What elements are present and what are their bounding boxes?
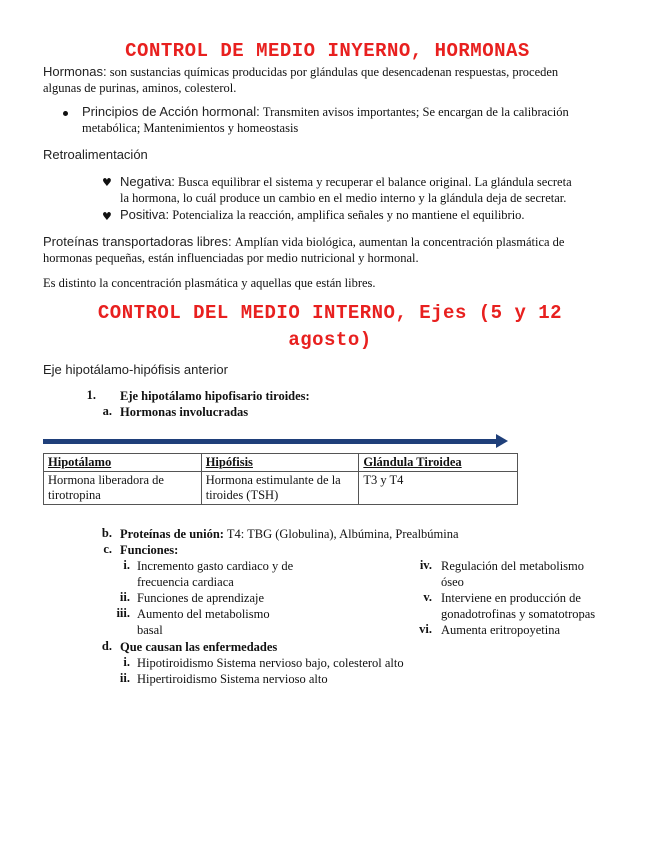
funcion-number: vi.: [419, 622, 432, 636]
proteinas-text-line1: Amplían vida biológica, aumentan la concentración plasmática de: [234, 235, 565, 249]
distinto-text: Es distinto la concentración plasmática y aquellas que están libres.: [43, 276, 376, 290]
proteinas-label: Proteínas transportadoras libres:: [43, 234, 232, 249]
enfermedad-item: Hipertiroidismo Sistema nervioso alto: [137, 672, 328, 686]
section-title-ejes-line2: agosto): [288, 329, 372, 351]
item-d-number: d.: [101, 639, 112, 653]
hormonas-text-line1: son sustancias químicas producidas por glándulas que desencadenan respuestas, proceden: [109, 65, 559, 79]
item-d-text: Que causan las enfermedades: [120, 640, 278, 654]
funcion-number: i.: [123, 558, 130, 572]
hormones-table: [43, 453, 518, 505]
positiva-text: Potencializa la reacción, amplifica señales y no mantiene el equilibrio.: [172, 208, 525, 222]
positiva-label: Positiva:: [120, 207, 170, 222]
hormonas-paragraph: [43, 64, 623, 96]
negativa-text-line2: la hormona, lo cuál produce un cambio en el medio interno y la glándula deja de secretar.: [120, 191, 567, 205]
item-a-number: a.: [102, 404, 112, 418]
funcion-number: ii.: [119, 590, 130, 604]
proteinas-paragraph: [43, 234, 623, 266]
funcion-item: [137, 558, 367, 590]
funcion-line: Incremento gasto cardiaco y de: [137, 559, 294, 573]
funcion-item: [441, 622, 641, 638]
item-b-number: b.: [101, 526, 112, 540]
enfermedad-number: i.: [123, 655, 130, 669]
table-cell: T3 y T4: [359, 472, 518, 505]
funcion-line: Interviene en producción de: [441, 591, 581, 605]
eje-heading: Eje hipotálamo-hipófisis anterior: [43, 362, 228, 377]
principios-text-line1: Transmiten avisos importantes; Se encargan de la calibración: [262, 105, 569, 119]
table-cell: Hormona estimulante de la tiroides (TSH): [201, 472, 359, 505]
funcion-number: iii.: [116, 606, 130, 620]
section-title-ejes-line1: CONTROL DEL MEDIO INTERNO, Ejes (5 y 12: [97, 302, 563, 324]
enfermedad-item: Hipotiroidismo Sistema nervioso bajo, colesterol alto: [137, 656, 404, 670]
hormonas-text-line2: algunas de purinas, aminos, colesterol.: [43, 81, 237, 95]
item-b-paragraph: [120, 526, 620, 542]
funcion-line: óseo: [441, 575, 464, 589]
principios-paragraph: [82, 104, 622, 136]
principios-text-line2: metabólica; Mantenimientos y homeostasis: [82, 121, 299, 135]
funcion-line: gonadotrofinas y somatotropas: [441, 607, 596, 621]
funcion-item: [441, 590, 641, 622]
item-c-number: c.: [103, 542, 112, 556]
heart-bullet-icon: ♥: [102, 176, 112, 189]
table-row: [44, 472, 518, 505]
funcion-line: Regulación del metabolismo: [441, 559, 585, 573]
item-b-label: Proteínas de unión:: [120, 527, 224, 541]
item-c-text: Funciones:: [120, 543, 179, 557]
item-1-text: Eje hipotálamo hipofisario tiroides:: [120, 389, 310, 403]
table-header-cell: Hipófisis: [201, 454, 359, 472]
proteinas-text-line2: hormonas pequeñas, están influenciadas por medio nutricional y hormonal.: [43, 251, 419, 265]
funcion-line: Aumenta eritropoyetina: [441, 623, 561, 637]
item-b-text: T4: TBG (Globulina), Albúmina, Prealbúmina: [226, 527, 459, 541]
funcion-item: [137, 606, 367, 638]
funcion-item: [441, 558, 641, 590]
negativa-text-line1: Busca equilibrar el sistema y recuperar el balance original. La glándula secreta: [178, 175, 572, 189]
table-header-cell: Glándula Tiroidea: [359, 454, 518, 472]
funcion-line: Funciones de aprendizaje: [137, 591, 265, 605]
table-header-row: [44, 454, 518, 472]
heart-bullet-icon: ♥: [102, 210, 112, 223]
negativa-paragraph: [120, 174, 620, 206]
table-header-cell: Hipotálamo: [44, 454, 202, 472]
section-title-ejes: [40, 300, 620, 354]
negativa-label: Negativa:: [120, 174, 175, 189]
funcion-line: basal: [137, 623, 163, 637]
funcion-number: iv.: [419, 558, 432, 572]
funcion-line: Aumento del metabolismo: [137, 607, 270, 621]
section-title-hormonas: CONTROL DE MEDIO INYERNO, HORMONAS: [125, 40, 530, 62]
hormonas-label: Hormonas:: [43, 64, 107, 79]
principios-label: Principios de Acción hormonal:: [82, 104, 260, 119]
table-cell: Hormona liberadora de tirotropina: [44, 472, 202, 505]
enfermedad-number: ii.: [119, 671, 130, 685]
item-a-text: Hormonas involucradas: [120, 405, 249, 419]
arrow-bar: [43, 439, 498, 444]
bullet-dot-icon: [63, 111, 68, 116]
arrow-right-icon: [496, 434, 508, 448]
positiva-paragraph: [120, 207, 620, 223]
item-1-number: 1.: [86, 388, 96, 402]
funcion-item: [137, 590, 367, 606]
funcion-line: frecuencia cardiaca: [137, 575, 234, 589]
retroalimentacion-heading: Retroalimentación: [43, 147, 148, 162]
funcion-number: v.: [423, 590, 432, 604]
